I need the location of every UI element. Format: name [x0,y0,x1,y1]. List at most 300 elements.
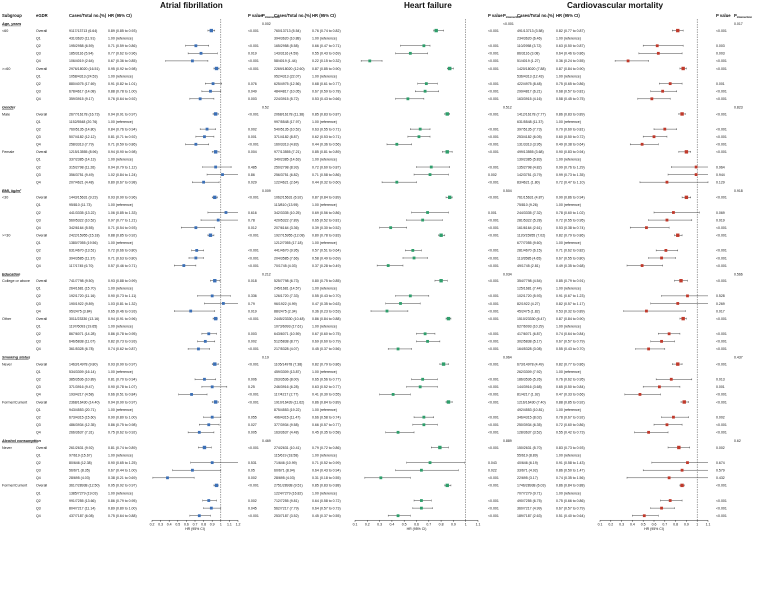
hr-ci-text: 1.00 (reference) [556,203,581,208]
p-value: 0.944 [716,172,725,177]
hr-point [650,97,653,100]
hr-point [679,279,682,282]
p-value: 0.029 [248,180,257,185]
hr-ci-text: 0.67 (0.59 to 0.78) [312,89,341,94]
cases-total: 875/4553 (19.22) [274,407,301,412]
hr-ci-text: 0.65 (0.50 to 0.84) [556,385,585,390]
hr-ci-text: 1.00 (reference) [556,453,581,458]
p-value: 0.045 [248,506,257,511]
p-value: 0.002 [488,172,497,177]
p-value: <0.001 [488,430,499,435]
hr-point [672,211,675,214]
cases-total: 337/2385 (14.13) [69,157,96,162]
cases-total: 560/5322 (10.52) [69,218,96,223]
cases-total: 246/3916 (6.28) [274,385,299,390]
hr-ci-text: 0.75 (0.64 to 0.88) [108,514,137,518]
hr-ci-text: 0.68 (0.57 to 0.81) [556,89,585,94]
cases-total: 45/2475 (1.82) [517,309,540,314]
table-row [36,264,727,268]
cases-total: 128/3637 (3.52) [517,430,542,435]
hr-ci-text: 0.81 (0.74 to 0.89) [108,445,137,450]
p-value: <0.001 [488,279,499,284]
cases-total: 55/619 (8.89) [517,453,538,458]
p-value: 0.001 [716,81,725,86]
cases-total: 394/3620 (10.88) [274,36,301,41]
hr-ci-text: 0.67 (0.60 to 0.75) [312,332,341,337]
hr-ci-text: 0.49 (0.35 to 0.68) [556,263,585,268]
hr-ci-text: 0.64 (0.46 to 0.86) [556,51,585,56]
p-value: <0.001 [488,347,499,352]
cases-total: 397/5135 (7.73) [517,127,542,132]
egdr-label: Q4 [36,180,41,185]
hr-ci-text: 0.72 (0.66 to 0.80) [108,248,137,253]
p-value: <0.001 [716,142,727,147]
cases-total: 113/810 (13.95) [274,203,299,208]
egdr-label: Q2 [36,210,41,215]
cases-total: 880/4075 (17.69) [69,81,96,86]
hr-ci-text: 0.51 (0.40 to 0.64) [556,514,585,518]
hr-point [395,181,398,184]
x-tick-label: 1.1 [705,522,711,527]
hr-point [666,423,669,426]
x-tick-label: 0.9 [683,522,689,527]
hr-point [442,362,445,365]
cases-total: 274/2631 (10.41) [274,445,301,450]
cases-total: 499/13555 (3.68) [517,150,544,155]
p-value: 0.531 [248,460,257,465]
p-value: <0.001 [488,385,499,390]
p-interaction-value: 0.964 [503,355,512,360]
hr-ci-text: 0.91 (0.58 to 1.43) [556,460,585,465]
cases-total: 95/2475 (3.84) [69,309,92,314]
hr-point [419,128,422,131]
cases-total: 1380/7055 (19.56) [69,241,98,246]
hr-ci-text: 0.82 (0.73 to 0.93) [108,339,137,344]
p-value: <0.001 [488,248,499,253]
p-value: <0.001 [488,66,499,71]
p-value: 0.002 [716,445,725,450]
hr-ci-text: 0.86 (0.84 to 0.89) [312,400,341,405]
egdr-label: Overall [36,279,48,284]
p-value: 0.019 [716,218,725,223]
cases-total: 160/3313 (4.83) [274,142,299,147]
p-interaction-value: <0.001 [503,22,514,27]
cases-total: 234/3620 (6.46) [517,36,542,41]
hr-ci-text: 1.00 (reference) [108,119,133,124]
p-interaction-value: 0.469 [262,439,271,444]
table-row [36,499,727,503]
section-header: Age, years [2,22,22,27]
hr-ci-text: 0.88 (0.85 to 0.92) [556,400,585,405]
x-tick-label: 0.2 [608,522,614,527]
egdr-label: Overall [36,112,48,117]
cases-total: 631/4670 (13.51) [69,248,96,253]
table-row [36,408,581,412]
hr-point [425,82,428,85]
hr-point [639,393,642,396]
hr-ci-text: 0.53 (0.38 to 0.74) [556,225,585,230]
hr-point [660,257,663,260]
hr-ci-text: 0.90 (0.65 to 1.25) [108,460,137,465]
hr-ci-text: 0.65 (0.46 to 0.93) [108,309,137,314]
hr-point [203,135,206,138]
p-value: <0.001 [716,339,727,344]
hr-ci-text: 1.00 (reference) [556,407,581,412]
cases-total: 40/646 (6.19) [517,460,538,465]
cases-total: 677/7055 (9.60) [517,241,542,246]
cases-total: 28/695 (4.03) [69,476,90,481]
hr-ci-text: 0.76 (0.62 to 0.95) [556,377,585,382]
hr-ci-text: 0.81 (0.71 to 0.92) [108,135,137,139]
egdr-label: Q4 [36,97,41,102]
egdr-label: Q1 [36,453,41,458]
hr-ci-text: 1.00 (reference) [108,324,133,329]
table-row [36,59,727,63]
cases-total: 525/7798 (6.73) [274,279,299,284]
egdr-label: Q4 [36,476,41,481]
x-tick-label: 0.5 [640,522,646,527]
cases-total: 22/695 (3.17) [517,476,538,481]
table-row [36,491,581,495]
hr-point [658,385,661,388]
hr-point [195,249,198,252]
x-tick-label: 0.1 [352,522,358,527]
table-row [36,36,581,40]
cases-total: 189/7187 (2.63) [517,514,542,518]
table-row [36,340,727,344]
cases-total: 536/4313 (12.43) [517,74,544,79]
hr-ci-text: 0.47 (0.35 to 0.63) [312,301,341,306]
cases-total: 359/3915 (9.17) [69,97,94,102]
cases-total: 71/646 (10.99) [274,460,297,465]
egdr-label: Q4 [36,225,41,230]
p-value: 0.129 [716,180,725,185]
cases-total: 496/4315 (11.47) [274,415,301,420]
hr-ci-text: 0.71 (0.54 to 0.93) [108,225,137,230]
table-row [36,120,581,124]
hr-ci-text: 0.82 (0.77 to 0.87) [556,28,585,33]
egdr-label: Q4 [36,514,41,518]
egdr-label: Overall [36,233,48,238]
hr-ci-text: 0.85 (0.79 to 0.91) [556,279,585,284]
hr-ci-text: 0.62 (0.53 to 0.71) [312,135,341,139]
hr-ci-text: 0.90 (0.86 to 0.94) [556,195,585,200]
cases-total: 207/6164 (3.36) [274,225,299,230]
p-interaction-value: 0.823 [734,105,743,110]
cases-total: 1224/7279 (16.82) [274,491,303,496]
header-row [2,13,48,18]
table-row [36,180,725,184]
hr-point [421,219,424,222]
cases-total: 977/13555 (7.21) [274,150,301,155]
p-value: <0.001 [716,233,727,238]
table-row [2,484,727,488]
hr-point [211,294,214,297]
hr-point [189,310,192,313]
p-value: <0.001 [716,362,727,367]
table-row [36,514,727,518]
hr-point [368,60,371,63]
cases-total: 377/3934 (9.58) [274,423,299,428]
p-value: <0.001 [248,248,259,253]
cases-total: 1412/16178 (7.77) [517,112,546,117]
table-row [36,44,725,48]
hr-ci-text: 0.75 (0.62 to 0.92) [108,430,137,435]
hr-ci-text: 0.94 (0.79 to 1.12) [108,165,137,170]
p-value: <0.001 [716,59,727,64]
hr-ci-text: 0.67 (0.55 to 0.80) [556,256,585,261]
cases-total: 1443/15631 (9.23) [69,195,98,200]
hr-ci-text: 0.84 (0.76 to 0.94) [108,127,137,132]
hr-point [213,196,216,199]
cases-total: 1463/14978 (9.80) [69,362,98,367]
p-value: <0.001 [248,392,259,397]
hr-point [686,461,689,464]
cases-total: 97/619 (15.67) [69,453,92,458]
p-value: <0.001 [488,415,499,420]
cases-total: 195/2958 (6.59) [69,44,94,49]
cases-total: 2751/28938 (9.51) [274,483,303,488]
hr-point [387,264,390,267]
p-interaction-value: 0.918 [734,188,743,193]
cases-total: 625/4975 (12.56) [274,81,301,86]
table-row [36,309,725,313]
hr-ci-text: 0.57 (0.51 to 0.64) [312,248,341,253]
p-value: 0.005 [248,430,257,435]
x-tick-label: 0.4 [389,522,395,527]
header-subgroup: Subgroup [2,13,22,18]
cases-total: 1152/5548 (20.76) [69,119,98,124]
p-value: <0.001 [716,127,727,132]
hr-ci-text: 0.63 (0.50 to 0.87) [556,44,585,49]
p-value: <0.001 [488,51,499,56]
table-row [36,256,727,260]
header-cases: Cases/Total no.(%) [274,13,312,18]
subgroup-label: Other [2,316,12,321]
hr-ci-text: 1.00 (reference) [108,241,133,246]
hr-point [434,29,437,32]
hr-point [676,29,679,32]
hr-ci-text: 1.06 (0.85 to 1.33) [108,210,137,215]
p-value: 0.003 [716,51,725,56]
hr-ci-text: 0.82 (0.79 to 0.86) [556,233,585,238]
hr-point [214,166,217,169]
header-p-interaction: $P_{interaction}$ [503,13,522,20]
p-value: 0.79 [248,301,255,306]
cases-total: 356/3751 (9.49) [69,172,94,177]
hr-point [207,332,210,335]
hr-ci-text: 0.91 (0.82 to 1.01) [108,81,137,86]
cases-total: 349/2385 (14.63) [274,157,301,162]
hr-point [420,469,423,472]
subgroup-label: Former/Current [2,400,28,405]
cases-total: 673/14978 (4.49) [517,362,544,367]
hr-ci-text: 0.86 (0.84 to 0.88) [312,316,341,321]
hr-ci-text: 0.90 (0.83 to 0.94) [556,150,585,155]
cases-total: 1215/13555 (8.96) [69,150,98,155]
cases-total: 58/4019 (1.44) [274,59,297,64]
cases-total: 707/7279 (9.71) [517,491,542,496]
cases-total: 51/4019 (1.27) [517,59,540,64]
cases-total: 144/3916 (3.68) [517,385,542,390]
x-axis-label: HR (95% CI) [644,527,664,532]
hr-point [204,340,207,343]
header-p-value: P value [248,13,263,18]
hr-point [194,226,197,229]
cases-total: 315/2798 (11.26) [69,165,96,170]
hr-ci-text: 0.74 (0.62 to 0.87) [108,347,137,352]
cases-total: 117/4217 (2.77) [274,392,299,397]
hr-point [214,150,217,153]
section-header: BMI, kg/m² [2,188,22,193]
egdr-label: Q1 [36,407,41,412]
cases-total: 1120/15955 (7.02) [517,233,546,238]
table-row [36,294,725,298]
hr-ci-text: 0.37 (0.28 to 0.49) [312,263,341,268]
p-value: 0.003 [716,44,725,49]
hr-ci-text: 0.85 (0.83 to 0.87) [312,112,341,117]
cases-total: 190/1922 (9.89) [69,301,94,306]
cases-total: 760/5135 (14.80) [69,127,96,132]
x-tick-label: 0.3 [619,522,625,527]
x-tick-label: 0.6 [651,522,657,527]
x-tick-label: 0.7 [426,522,432,527]
hr-point [420,507,423,510]
cases-total: 143/3116 (4.59) [274,51,299,56]
hr-point [194,44,197,47]
hr-ci-text: 0.22 (0.15 to 0.32) [312,59,341,64]
hr-point [211,461,214,464]
hr-point [426,340,429,343]
cases-total: 49/1745 (2.81) [517,263,540,268]
p-value: <0.001 [488,377,499,382]
hr-ci-text: 0.76 (0.74 to 0.82) [312,28,341,33]
cases-total: 161/6164 (2.61) [517,225,542,230]
hr-ci-text: 0.66 (0.51 to 0.84) [108,392,137,397]
hr-ci-text: 0.63 (0.52 to 0.77) [312,385,341,390]
p-value: <0.001 [488,483,499,488]
cases-total: 441/4670 (9.95) [274,248,299,253]
subgroup-label: Never [2,362,12,367]
p-value: <0.001 [488,97,499,102]
hr-ci-text: 1.00 (reference) [312,453,337,458]
cases-total: 420/5322 (7.89) [274,218,299,223]
hr-ci-text: 0.78 (0.67 to 0.92) [556,415,585,420]
hr-point [166,476,169,479]
x-tick-label: 0.8 [438,522,444,527]
hr-ci-text: 0.95 (0.92 to 0.98) [108,66,137,71]
p-value: <0.001 [488,195,499,200]
table-row [2,29,727,33]
p-value: <0.001 [716,498,727,503]
hr-ci-text: 1.00 (reference) [312,119,337,124]
cases-total: 164/5328 (3.08) [517,347,542,352]
cases-total: 245/1681 (14.57) [274,286,301,291]
table-row [36,165,725,169]
hr-ci-text: 1.00 (reference) [312,407,337,412]
hr-ci-text: 0.90 (0.73 to 1.11) [108,294,137,299]
hr-ci-text: 0.85 (0.83 to 0.88) [312,483,341,488]
hr-point [670,378,673,381]
table-row [36,218,725,222]
cases-total: 264/1681 (15.70) [69,286,96,291]
table-row [36,74,581,78]
x-tick-label: 0.2 [364,522,370,527]
hr-ci-text: 0.75 (0.66 to 0.86) [556,498,585,503]
hr-point [424,332,427,335]
hr-point [194,143,197,146]
p-value: <0.001 [716,28,727,33]
p-value: 0.616 [248,210,257,215]
table-row [36,385,725,389]
p-value: 0.05 [248,468,255,473]
header-p-interaction: $P_{interaction}$ [734,13,753,20]
hr-ci-text: 1.00 (reference) [556,491,581,496]
cases-total: 512/5838 (8.77) [274,339,299,344]
cases-total: 371/3916 (9.47) [69,385,94,390]
hr-point [200,52,203,55]
hr-point [680,112,683,115]
x-tick-label: 0.9 [450,522,456,527]
hr-ci-text: 0.99 (0.76 to 1.29) [556,165,585,170]
egdr-label: Q3 [36,51,41,56]
hr-ci-text: 0.44 (0.36 to 0.56) [312,142,341,147]
cases-total: 1062/15631 (6.92) [274,195,303,200]
cases-total: 441/3335 (13.22) [69,210,96,215]
hr-point [214,400,217,403]
cases-total: 484/4817 (10.05) [274,89,301,94]
p-value: <0.001 [248,59,259,64]
p-value: 0.78 [248,218,255,223]
cases-total: 952/4313 (22.07) [274,74,301,79]
x-axis-label: HR (95% CI) [185,527,205,532]
p-value: 0.027 [248,423,257,428]
hr-ci-text: 0.81 (0.70 to 0.94) [108,377,137,382]
egdr-label: Q2 [36,415,41,420]
hr-ci-text: 0.58 (0.49 to 0.69) [312,256,341,261]
table-row [36,393,727,397]
hr-point [406,97,409,100]
cases-total: 253/7187 (3.52) [274,514,299,518]
p-value: 0.019 [248,51,257,56]
p-value: <0.001 [488,332,499,337]
p-interaction-value: 0.437 [734,355,743,360]
hr-point [206,128,209,131]
hr-ci-text: 0.82 (0.79 to 0.86) [312,362,341,367]
hr-ci-text: 0.71 (0.58 to 0.86) [312,172,341,177]
hr-ci-text: 0.86 (0.83 to 0.89) [556,112,585,117]
cases-total: 422/4975 (8.48) [517,81,542,86]
cases-total: 106/4019 (2.64) [69,59,94,64]
header-p-interaction: $P_{interaction}$ [262,13,281,20]
egdr-label: Q1 [36,157,41,162]
cases-total: 486/3934 (12.35) [69,423,96,428]
p-value: <0.001 [716,256,727,261]
hr-ci-text: 0.93 (0.90 to 0.96) [108,195,137,200]
hr-point [669,499,672,502]
p-value: 0.528 [716,294,725,299]
p-interaction-value: 0.002 [262,22,271,27]
p-value: <0.001 [716,347,727,352]
hr-point [211,416,214,419]
hr-point [225,211,228,214]
cases-total: 224/3915 (5.72) [274,97,299,102]
subgroup-label: <60 [2,28,9,33]
egdr-label: Q1 [36,491,41,496]
hr-point [430,166,433,169]
egdr-label: Q4 [36,430,41,435]
p-value: <0.001 [488,28,499,33]
